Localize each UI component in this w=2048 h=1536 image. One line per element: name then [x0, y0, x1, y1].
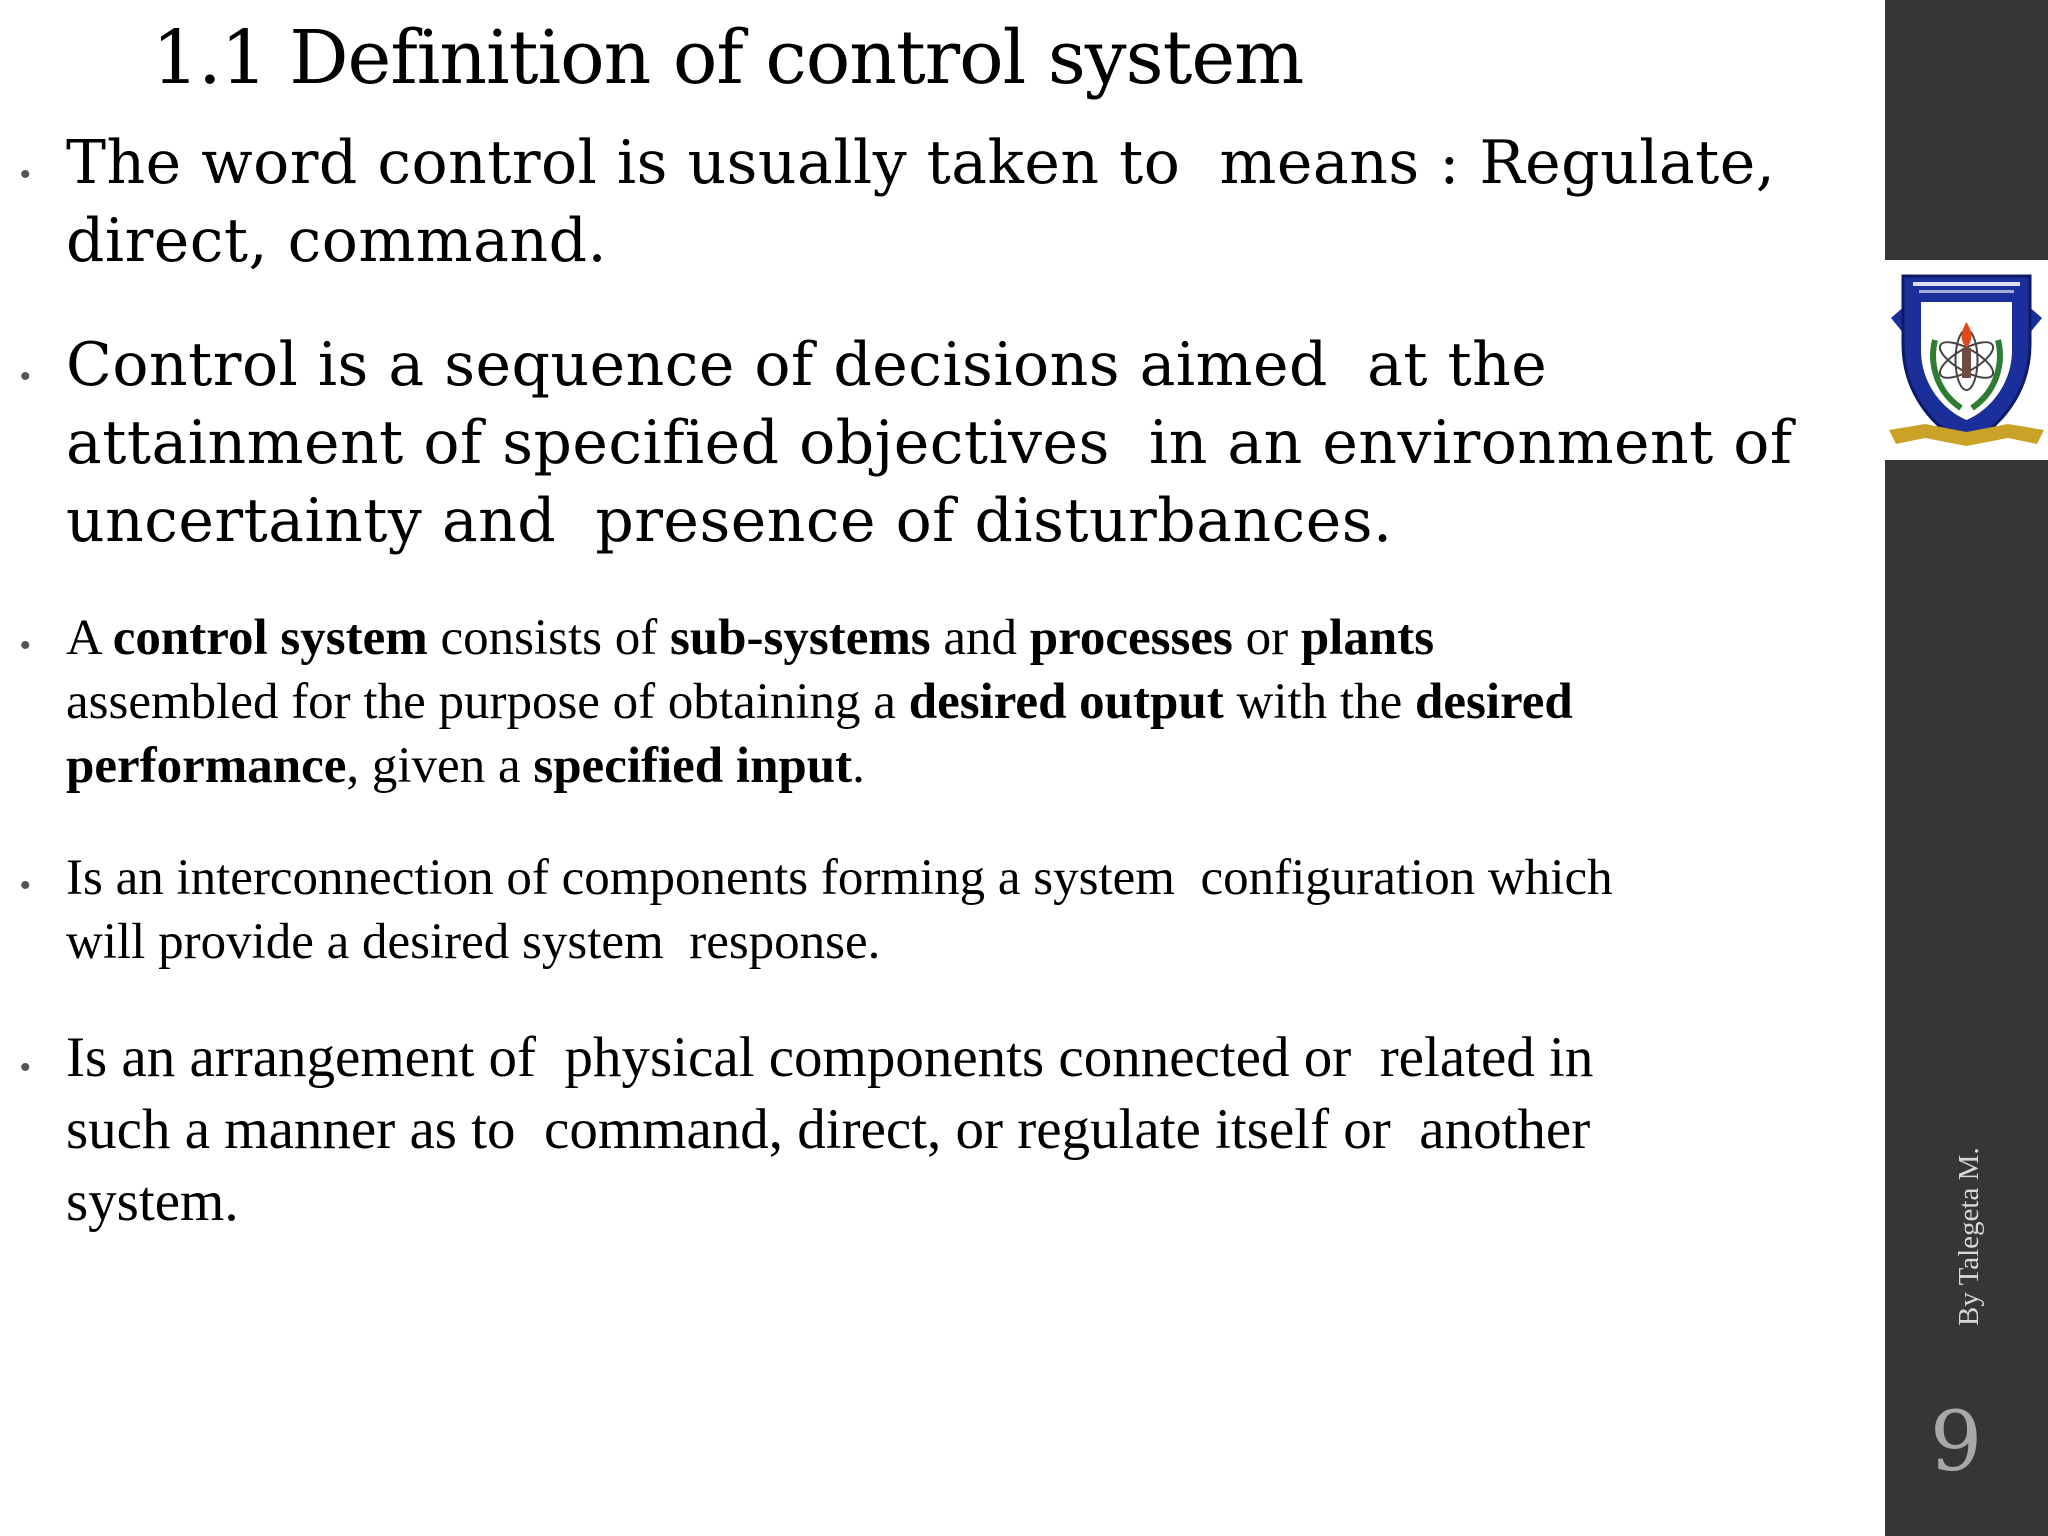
- bold-term: specified input: [533, 738, 853, 794]
- bullet-text: and: [930, 610, 1030, 666]
- bullet-text: direct, command.: [66, 206, 608, 276]
- bullet-line: [66, 846, 1613, 910]
- bullet-text: .: [852, 738, 865, 794]
- bullet-line: [66, 1166, 1593, 1238]
- bullet-point: [66, 846, 1613, 974]
- bullet-text: will provide a desired system response.: [66, 914, 881, 970]
- bullet-line: [66, 910, 1613, 974]
- bullet-line: [66, 202, 1775, 280]
- bullet-point: [66, 326, 1793, 560]
- bullet-line: [66, 606, 1573, 670]
- bullet-point: [66, 124, 1775, 280]
- bullet-text: attainment of specified objectives in an environment of: [66, 408, 1793, 478]
- bullet-line: [66, 1094, 1593, 1166]
- bullet-line: [66, 124, 1775, 202]
- page-number: 9: [1930, 1395, 1983, 1490]
- bullet-line: [66, 734, 1573, 798]
- bullet-line: [66, 404, 1793, 482]
- bullet-text: Control is a sequence of decisions aimed at the: [66, 330, 1548, 400]
- bullet-text: A: [66, 610, 113, 666]
- bullet-text: uncertainty and presence of disturbances.: [66, 486, 1393, 556]
- bullet-text: consists of: [427, 610, 670, 666]
- bullet-text: such a manner as to command, direct, or regulate itself or another: [66, 1098, 1591, 1161]
- bullet-text: with the: [1223, 674, 1415, 730]
- university-crest-icon: [1885, 260, 2048, 460]
- bold-term: control system: [112, 610, 428, 666]
- bullet-point: [66, 1022, 1593, 1238]
- slide-title: 1.1 Definition of control system: [152, 15, 1304, 101]
- bullet-text: system.: [66, 1170, 239, 1233]
- bold-term: desired output: [908, 674, 1224, 730]
- bullet-text: or: [1232, 610, 1301, 666]
- bold-term: performance: [66, 738, 347, 794]
- bold-term: plants: [1300, 610, 1435, 666]
- bullet-text: , given a: [346, 738, 534, 794]
- bullet-line: [66, 1022, 1593, 1094]
- bullet-text: The word control is usually taken to means : Regulate,: [66, 128, 1776, 198]
- bullet-line: [66, 482, 1793, 560]
- bold-term: sub-systems: [669, 610, 931, 666]
- bullet-line: [66, 326, 1793, 404]
- bullet-text: Is an interconnection of components forming a system configuration which: [66, 850, 1613, 906]
- bullet-text: Is an arrangement of physical components connected or related in: [66, 1026, 1594, 1089]
- bold-term: desired: [1414, 674, 1573, 730]
- bullet-text: assembled for the purpose of obtaining a: [66, 674, 909, 730]
- bullet-line: [66, 670, 1573, 734]
- bullet-point: [66, 606, 1573, 798]
- bold-term: processes: [1029, 610, 1233, 666]
- author-name: By Talegeta M.: [1953, 1147, 1985, 1326]
